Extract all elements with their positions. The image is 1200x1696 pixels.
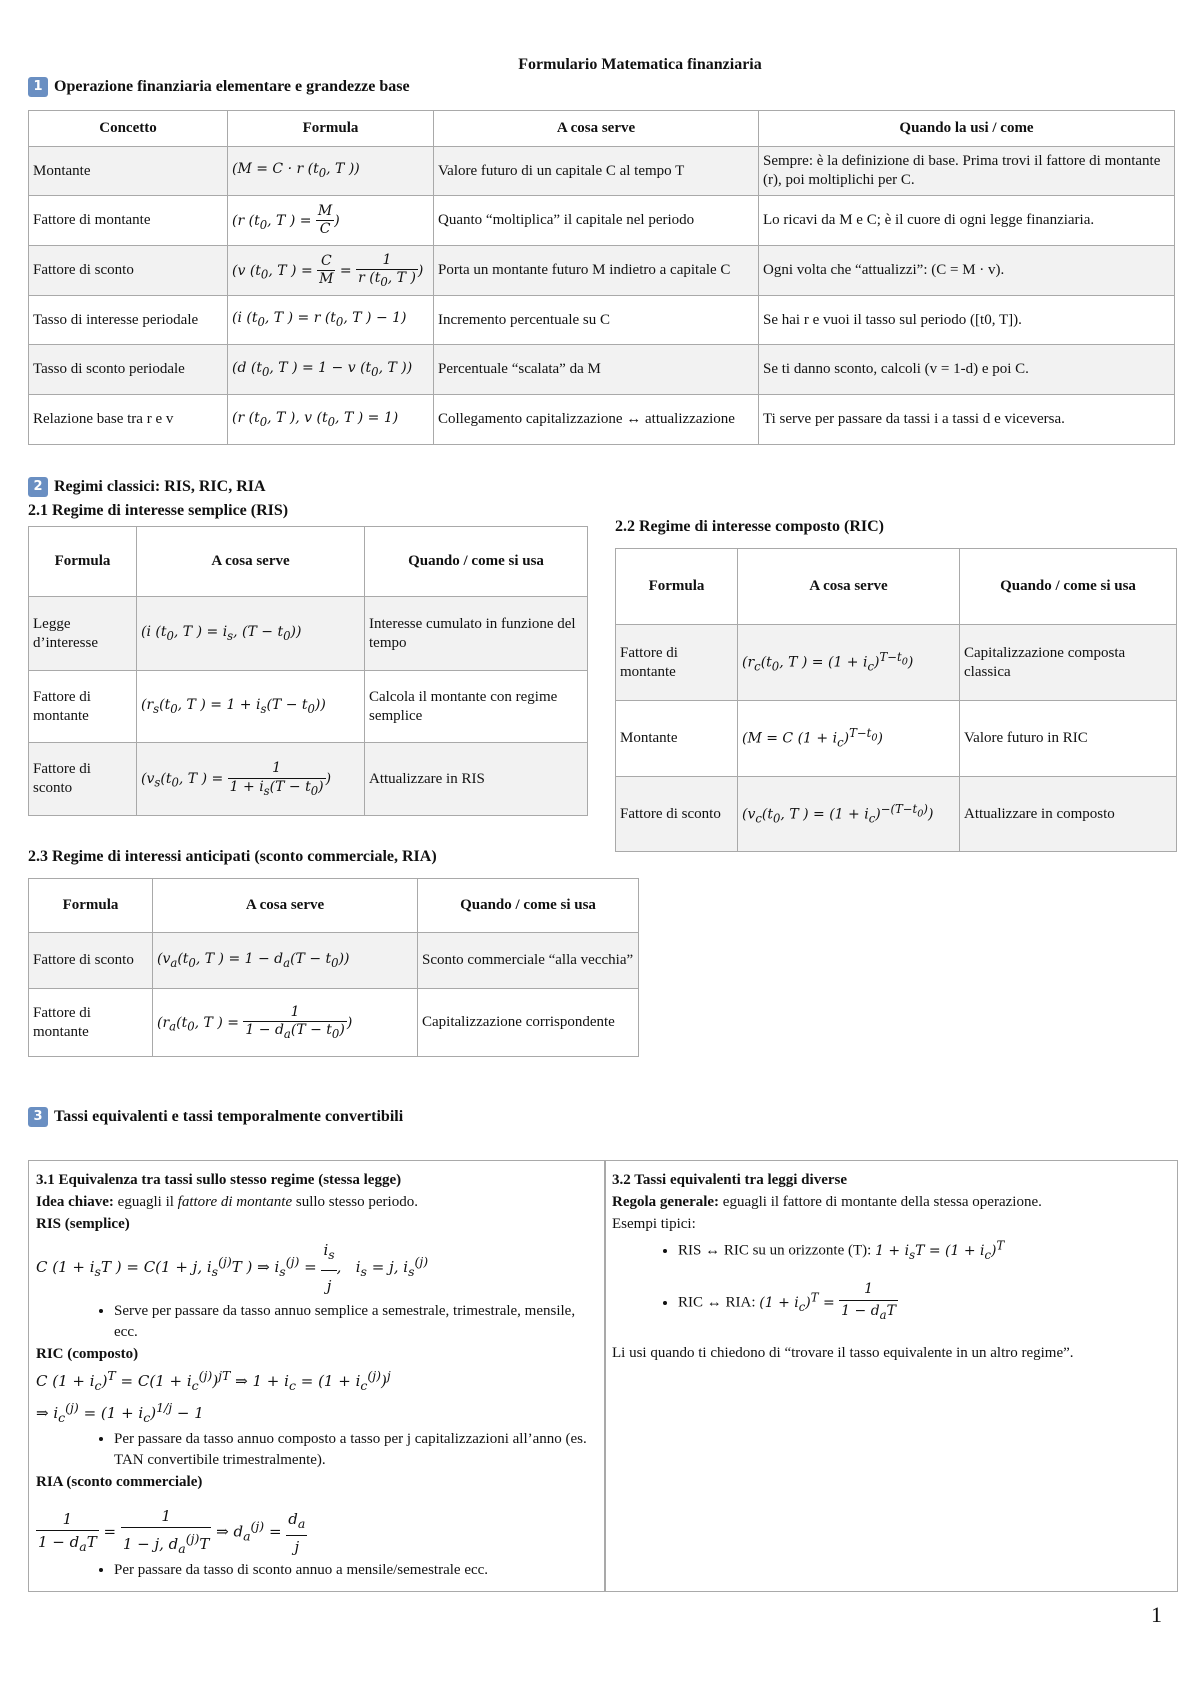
list-item: • RIC ↔ RIA: $(1 + i_c)^T$ = $\frac{1}{1 - d_aT}$: [678, 1279, 1170, 1326]
concept-cell: Tasso di sconto periodale: [29, 345, 228, 395]
table-row: [29, 671, 588, 743]
examples-label: Esempi tipici:: [612, 1216, 696, 1232]
section-1-heading: [28, 77, 410, 97]
number-2-icon: 2: [28, 477, 48, 497]
ric-solution-formula: ⇒ $i_c^{(j)} = (1 + i_c)^{1/j} - 1$: [36, 1400, 204, 1425]
usage-cell: Ogni volta che “attualizzi”: (C = M · v).: [759, 246, 1175, 296]
formula-cell: (r ($t_0$, T ), v ($t_0$, T ) = 1): [228, 395, 434, 445]
table-row: [616, 625, 1177, 701]
concept-cell: Fattore di sconto: [29, 246, 228, 296]
formula-cell: (M = C $(1 + i_c)^{T-t_0}$): [738, 701, 960, 777]
formula-cell: ($r_s(t_0$, T ) = $1 + i_s(T - t_0)$): [137, 671, 365, 743]
usage-cell: Se ti danno sconto, calcoli (v = 1-d) e poi C.: [759, 345, 1175, 395]
different-laws-box: [604, 1160, 1178, 1592]
ria-label: RIA (sconto commerciale): [36, 1474, 203, 1490]
document-title: Formulario Matematica finanziaria: [518, 56, 762, 73]
formula-cell: ($r_a(t_0$, T ) = $\frac{1}{1 - d_a(T - t_0)}$ ): [153, 989, 418, 1057]
column-header-quando: Quando / come si usa: [365, 527, 588, 597]
table-row: [29, 196, 1175, 246]
concept-cell: Tasso di interesse periodale: [29, 296, 228, 345]
usage-cell: Sempre: è la definizione di base. Prima trovi il fattore di montante (r), poi moltiplichi per C.: [759, 147, 1175, 196]
usage-cell: Capitalizzazione composta classica: [960, 625, 1177, 701]
section-3-heading: [28, 1107, 403, 1127]
ric-table: [615, 548, 1177, 852]
concept-cell: Montante: [29, 147, 228, 196]
name-cell: Fattore di montante: [29, 989, 153, 1057]
ris-table: [28, 526, 588, 816]
name-cell: Fattore di sconto: [29, 743, 137, 816]
formula-cell: (r ($t_0$, T ) = $\frac{M}{C}$ ): [228, 196, 434, 246]
table-row: [29, 933, 639, 989]
column-header-serve: A cosa serve: [434, 111, 759, 147]
column-header-quando: Quando / come si usa: [418, 879, 639, 933]
ris-equivalence-formula: C ($1 + i_sT$ ) = C(1 + j, $i_s^{(j)}T$ ) ⇒ $i_s^{(j)}$ = $\frac{i_s}{j}$ , $i_s = j$, $i_s^{(j)}$: [36, 1235, 598, 1301]
subsection-3-1-heading: 3.1 Equivalenza tra tassi sullo stesso regime (stessa legge): [36, 1172, 402, 1188]
table-row: [29, 743, 588, 816]
usage-cell: Attualizzare in RIS: [365, 743, 588, 816]
purpose-cell: Porta un montante futuro M indietro a capitale C: [434, 246, 759, 296]
formula-cell: ($v_c(t_0$, T ) = $(1 + i_c)^{-(T-t_0)}$): [738, 777, 960, 852]
usage-cell: Attualizzare in composto: [960, 777, 1177, 852]
table-row: [29, 345, 1175, 395]
name-cell: Fattore di sconto: [616, 777, 738, 852]
table-row: [29, 246, 1175, 296]
purpose-cell: Quanto “moltiplica” il capitale nel periodo: [434, 196, 759, 246]
formula-cell: (M = C · r ($t_0$, T )): [228, 147, 434, 196]
purpose-cell: Collegamento capitalizzazione ↔ attualizzazione: [434, 395, 759, 445]
usage-cell: Interesse cumulato in funzione del tempo: [365, 597, 588, 671]
table-row: [29, 296, 1175, 345]
section-1-title: Operazione finanziaria elementare e grandezze base: [54, 78, 410, 95]
column-header-quando: Quando la usi / come: [759, 111, 1175, 147]
column-header-formula: Formula: [29, 879, 153, 933]
number-1-icon: 1: [28, 77, 48, 97]
list-item: • Serve per passare da tasso annuo semplice a semestrale, trimestrale, mensile, ecc.: [114, 1301, 598, 1343]
name-cell: Legge d’interesse: [29, 597, 137, 671]
column-header-serve: A cosa serve: [738, 549, 960, 625]
column-header-formula: Formula: [616, 549, 738, 625]
list-item: • Per passare da tasso di sconto annuo a mensile/semestrale ecc.: [114, 1560, 598, 1581]
formula-cell: ($v_a(t_0$, T ) = $1 - d_a(T - t_0)$): [153, 933, 418, 989]
concept-cell: Fattore di montante: [29, 196, 228, 246]
formula-cell: ($v_s(t_0$, T ) = $\frac{1}{1 + i_s(T - t_0)}$ ): [137, 743, 365, 816]
usage-cell: Capitalizzazione corrispondente: [418, 989, 639, 1057]
usage-cell: Lo ricavi da M e C; è il cuore di ogni legge finanziaria.: [759, 196, 1175, 246]
ris-heading: 2.1 Regime di interesse semplice (RIS): [28, 502, 289, 519]
formula-cell: (v ($t_0$, T ) = $\frac{C}{M}$ = $\frac{1}{r (t_0, T )}$ ): [228, 246, 434, 296]
ris-label: RIS (semplice): [36, 1216, 130, 1232]
formula-cell: (i ($t_0$, T ) = r ($t_0$, T ) − 1): [228, 296, 434, 345]
table-row: [29, 989, 639, 1057]
list-item: • Per passare da tasso annuo composto a tasso per j capitalizzazioni all’anno (es. TAN convertibile trimestralmente).: [114, 1429, 598, 1471]
column-header-serve: A cosa serve: [153, 879, 418, 933]
general-rule: Regola generale: eguagli il fattore di montante della stessa operazione.: [612, 1194, 1042, 1210]
formula-cell: ($r_c(t_0$, T ) = $(1 + i_c)^{T-t_0}$): [738, 625, 960, 701]
table-row: [29, 395, 1175, 445]
ric-label: RIC (composto): [36, 1346, 139, 1362]
subsection-3-2-heading: 3.2 Tassi equivalenti tra leggi diverse: [612, 1172, 848, 1188]
same-regime-box: [28, 1160, 606, 1592]
name-cell: Fattore di sconto: [29, 933, 153, 989]
usage-cell: Se hai r e vuoi il tasso sul periodo ([t0, T]).: [759, 296, 1175, 345]
number-3-icon: 3: [28, 1107, 48, 1127]
page-number: 1: [1151, 1602, 1162, 1627]
usage-cell: Valore futuro in RIC: [960, 701, 1177, 777]
column-header-concetto: Concetto: [29, 111, 228, 147]
formula-cell: (i ($t_0$, T ) = $i_s$, $(T - t_0)$): [137, 597, 365, 671]
purpose-cell: Incremento percentuale su C: [434, 296, 759, 345]
section-2-heading: [28, 477, 266, 497]
concept-cell: Relazione base tra r e v: [29, 395, 228, 445]
table-row: [616, 777, 1177, 852]
formula-cell: (d ($t_0$, T ) = 1 − v ($t_0$, T )): [228, 345, 434, 395]
column-header-formula: Formula: [29, 527, 137, 597]
table-row: [29, 597, 588, 671]
section-2-title: Regimi classici: RIS, RIC, RIA: [54, 478, 266, 495]
base-quantities-table: [28, 110, 1175, 445]
section-3-title: Tassi equivalenti e tassi temporalmente convertibili: [54, 1108, 404, 1125]
ria-equivalence-formula: $\frac{1}{1 - d_aT}$ = $\frac{1}{1 - j, d_a^{(j)}T}$ ⇒ $d_a^{(j)}$ = $\frac{d_a}{j}$: [36, 1505, 598, 1560]
key-idea: Idea chiave: eguagli il fattore di montante sullo stesso periodo.: [36, 1194, 418, 1210]
name-cell: Fattore di montante: [29, 671, 137, 743]
ric-equivalence-formula: C $(1 + i_c)^T = C(1 + i_c^{(j)})^{jT}$ ⇒ $1 + i_c = (1 + i_c^{(j)})^j$: [36, 1368, 391, 1393]
column-header-serve: A cosa serve: [137, 527, 365, 597]
table-row: [616, 701, 1177, 777]
name-cell: Fattore di montante: [616, 625, 738, 701]
ric-heading: 2.2 Regime di interesse composto (RIC): [615, 518, 884, 535]
ria-table: [28, 878, 639, 1057]
column-header-formula: Formula: [228, 111, 434, 147]
usage-cell: Ti serve per passare da tassi i a tassi d e viceversa.: [759, 395, 1175, 445]
usage-cell: Calcola il montante con regime semplice: [365, 671, 588, 743]
name-cell: Montante: [616, 701, 738, 777]
ria-heading: 2.3 Regime di interessi anticipati (sconto commerciale, RIA): [28, 848, 437, 865]
usage-cell: Sconto commerciale “alla vecchia”: [418, 933, 639, 989]
column-header-quando: Quando / come si usa: [960, 549, 1177, 625]
closing-note: Li usi quando ti chiedono di “trovare il tasso equivalente in un altro regime”.: [612, 1345, 1074, 1362]
purpose-cell: Percentuale “scalata” da M: [434, 345, 759, 395]
list-item: • RIS ↔ RIC su un orizzonte (T): $1 + i_sT = (1 + i_c)^T$: [678, 1235, 1170, 1265]
table-row: [29, 147, 1175, 196]
purpose-cell: Valore futuro di un capitale C al tempo T: [434, 147, 759, 196]
